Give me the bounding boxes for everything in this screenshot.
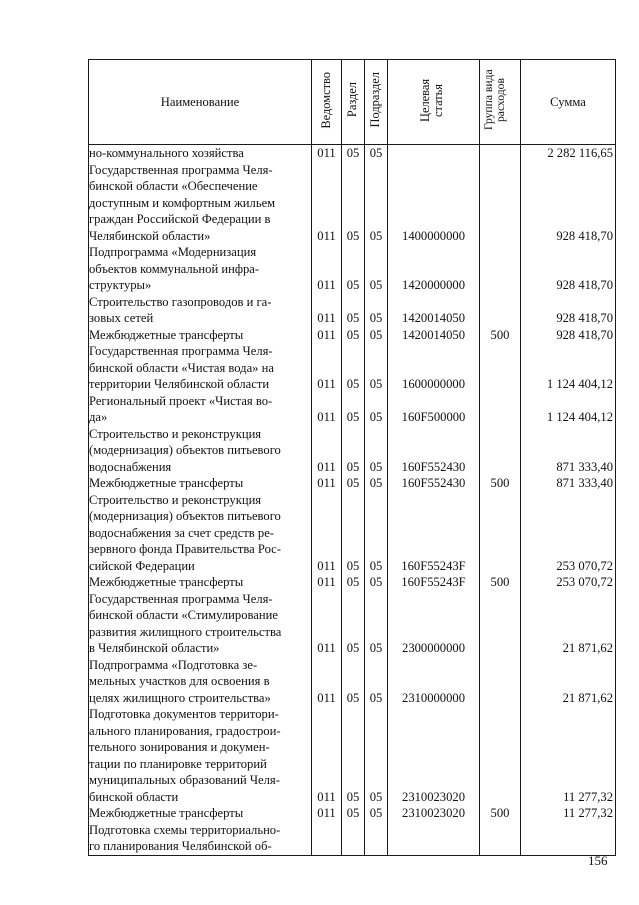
row-section: 05 [342, 591, 365, 657]
row-target: 1420000000 [388, 244, 480, 294]
row-ministry: 011 [312, 162, 342, 245]
row-ministry: 011 [312, 805, 342, 822]
row-expense-group [480, 162, 521, 245]
row-subsection: 05 [365, 393, 388, 426]
row-target: 1420014050 [388, 327, 480, 344]
row-subsection: 05 [365, 343, 388, 393]
row-subsection [365, 822, 388, 856]
row-sum: 21 871,62 [521, 591, 616, 657]
table-row [89, 822, 616, 856]
row-ministry: 011 [312, 145, 342, 162]
row-sum: 928 418,70 [521, 162, 616, 245]
row-ministry: 011 [312, 244, 342, 294]
col-header-target: Целевая статья [388, 60, 480, 145]
row-ministry: 011 [312, 657, 342, 707]
row-ministry: 011 [312, 393, 342, 426]
row-sum: 928 418,70 [521, 294, 616, 327]
row-ministry: 011 [312, 574, 342, 591]
row-section: 05 [342, 426, 365, 476]
row-section: 05 [342, 343, 365, 393]
col-header-sum: Сумма [521, 60, 616, 145]
row-subsection: 05 [365, 294, 388, 327]
row-target: 1600000000 [388, 343, 480, 393]
row-sum: 928 418,70 [521, 327, 616, 344]
row-name: Межбюджетные трансферты [89, 475, 312, 492]
row-sum: 871 333,40 [521, 426, 616, 476]
row-target: 1420014050 [388, 294, 480, 327]
row-sum: 1 124 404,12 [521, 343, 616, 393]
row-subsection: 05 [365, 657, 388, 707]
row-subsection: 05 [365, 591, 388, 657]
row-expense-group [480, 343, 521, 393]
row-expense-group [480, 244, 521, 294]
row-subsection: 05 [365, 426, 388, 476]
row-expense-group [480, 822, 521, 856]
row-subsection: 05 [365, 327, 388, 344]
row-ministry: 011 [312, 591, 342, 657]
row-subsection: 05 [365, 162, 388, 245]
table-row [89, 294, 616, 327]
budget-table [88, 59, 616, 856]
row-section: 05 [342, 162, 365, 245]
row-name: Подготовка схемы территориально- го планирования Челябинской об- [89, 822, 312, 856]
row-name: Межбюджетные трансферты [89, 574, 312, 591]
row-name: Государственная программа Челя- бинской области «Стимулирование развития жилищного строительства в Челябинской области» [89, 591, 312, 657]
page-number: 156 [588, 853, 608, 868]
row-target: 160F552430 [388, 426, 480, 476]
col-header-expense-group: Группа вида расходов [480, 60, 521, 145]
row-section: 05 [342, 492, 365, 575]
row-ministry: 011 [312, 426, 342, 476]
table-row [89, 657, 616, 707]
row-name: Строительство и реконструкция (модернизация) объектов питьевого водоснабжения [89, 426, 312, 476]
row-name: Подготовка документов территори- ального планирования, градострои- тельного зонирования и докумен- тации по планировке территорий муниципальных образований Челя- бинской области [89, 706, 312, 805]
row-target: 160F55243F [388, 574, 480, 591]
row-expense-group: 500 [480, 574, 521, 591]
row-target: 2310000000 [388, 657, 480, 707]
row-sum: 928 418,70 [521, 244, 616, 294]
row-ministry: 011 [312, 294, 342, 327]
row-ministry: 011 [312, 492, 342, 575]
row-section: 05 [342, 805, 365, 822]
table-row [89, 706, 616, 805]
row-sum: 11 277,32 [521, 805, 616, 822]
col-header-name: Наименование [89, 60, 312, 145]
table-row [89, 426, 616, 476]
table-row [89, 475, 616, 492]
col-header-ministry: Ведомство [312, 60, 342, 145]
row-expense-group [480, 426, 521, 476]
row-name: Межбюджетные трансферты [89, 805, 312, 822]
row-section: 05 [342, 145, 365, 162]
table-row [89, 244, 616, 294]
row-sum [521, 822, 616, 856]
row-section: 05 [342, 574, 365, 591]
row-ministry: 011 [312, 475, 342, 492]
row-section: 05 [342, 657, 365, 707]
row-name: Государственная программа Челя- бинской области «Обеспечение доступным и комфортным жильем граждан Российской Федерации в Челябинской области» [89, 162, 312, 245]
row-target: 160F55243F [388, 492, 480, 575]
row-target [388, 822, 480, 856]
row-expense-group [480, 657, 521, 707]
row-expense-group: 500 [480, 805, 521, 822]
row-sum: 253 070,72 [521, 492, 616, 575]
row-sum: 11 277,32 [521, 706, 616, 805]
row-target: 2300000000 [388, 591, 480, 657]
row-sum: 871 333,40 [521, 475, 616, 492]
row-ministry: 011 [312, 343, 342, 393]
row-name: Строительство и реконструкция (модернизация) объектов питьевого водоснабжения за счет средств ре- зервного фонда Правительства Рос- сийской Федерации [89, 492, 312, 575]
row-target: 2310023020 [388, 805, 480, 822]
row-sum: 21 871,62 [521, 657, 616, 707]
table-row [89, 805, 616, 822]
row-ministry [312, 822, 342, 856]
row-name: Государственная программа Челя- бинской области «Чистая вода» на территории Челябинской области [89, 343, 312, 393]
row-expense-group [480, 492, 521, 575]
row-target: 1400000000 [388, 162, 480, 245]
row-section: 05 [342, 393, 365, 426]
row-expense-group [480, 591, 521, 657]
row-subsection: 05 [365, 574, 388, 591]
row-target: 160F500000 [388, 393, 480, 426]
col-header-section: Раздел [342, 60, 365, 145]
row-subsection: 05 [365, 492, 388, 575]
table-header-row [89, 60, 616, 145]
table-row [89, 145, 616, 162]
row-sum: 2 282 116,65 [521, 145, 616, 162]
row-name: Межбюджетные трансферты [89, 327, 312, 344]
row-section: 05 [342, 294, 365, 327]
table-row [89, 327, 616, 344]
row-subsection: 05 [365, 244, 388, 294]
row-name: Подпрограмма «Модернизация объектов коммунальной инфра- структуры» [89, 244, 312, 294]
row-name: Региональный проект «Чистая во- да» [89, 393, 312, 426]
row-expense-group [480, 393, 521, 426]
row-section: 05 [342, 706, 365, 805]
row-section: 05 [342, 244, 365, 294]
row-subsection: 05 [365, 145, 388, 162]
table-row [89, 492, 616, 575]
row-expense-group: 500 [480, 475, 521, 492]
row-expense-group: 500 [480, 327, 521, 344]
table-row [89, 343, 616, 393]
row-ministry: 011 [312, 706, 342, 805]
row-name: Строительство газопроводов и га- зовых сетей [89, 294, 312, 327]
row-target [388, 145, 480, 162]
table-row [89, 574, 616, 591]
row-section: 05 [342, 327, 365, 344]
row-expense-group [480, 706, 521, 805]
row-subsection: 05 [365, 706, 388, 805]
col-header-subsection: Подраздел [365, 60, 388, 145]
row-target: 2310023020 [388, 706, 480, 805]
row-ministry: 011 [312, 327, 342, 344]
table-row [89, 393, 616, 426]
row-subsection: 05 [365, 805, 388, 822]
row-name: Подпрограмма «Подготовка зе- мельных участков для освоения в целях жилищного строительства» [89, 657, 312, 707]
row-expense-group [480, 294, 521, 327]
table-row [89, 591, 616, 657]
row-sum: 1 124 404,12 [521, 393, 616, 426]
row-section [342, 822, 365, 856]
row-sum: 253 070,72 [521, 574, 616, 591]
table-row [89, 162, 616, 245]
row-target: 160F552430 [388, 475, 480, 492]
row-section: 05 [342, 475, 365, 492]
row-name: но-коммунального хозяйства [89, 145, 312, 162]
row-expense-group [480, 145, 521, 162]
row-subsection: 05 [365, 475, 388, 492]
